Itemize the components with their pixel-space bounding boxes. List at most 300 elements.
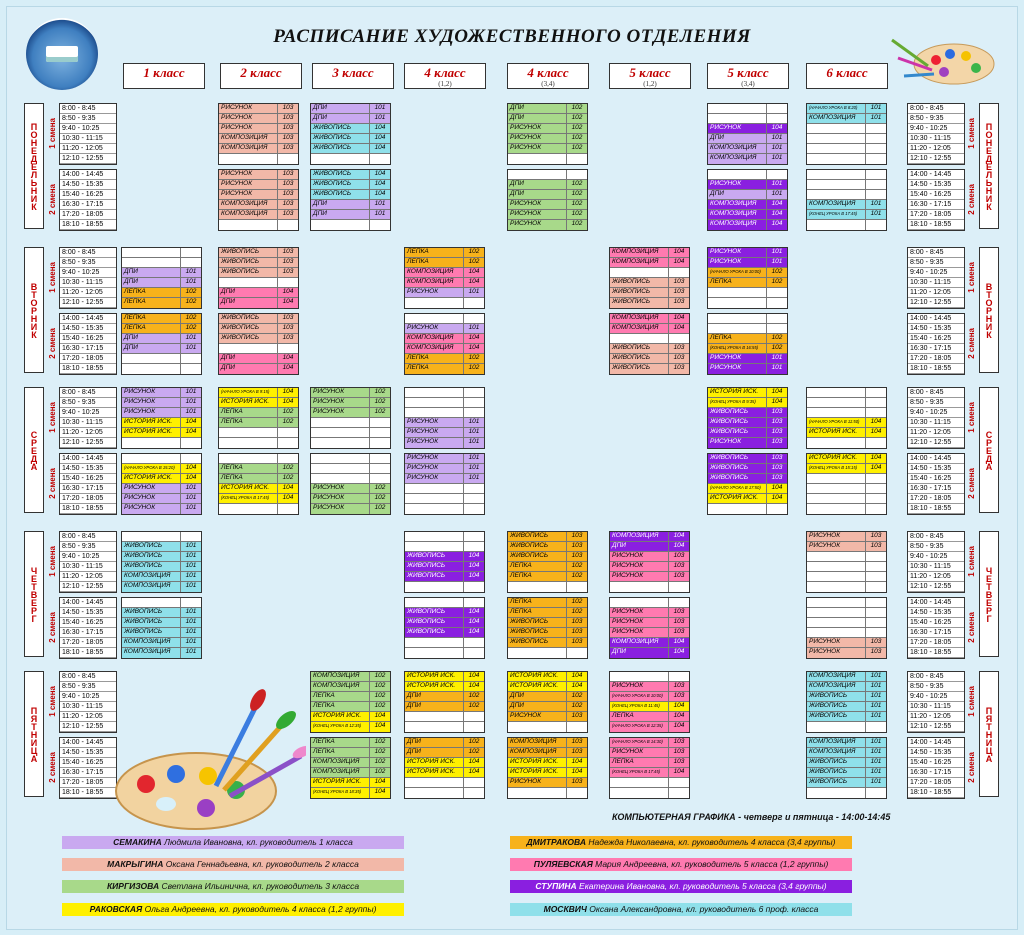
time-slot: 8:00 - 8:45 <box>60 672 116 682</box>
lesson-subject <box>807 144 866 153</box>
day-label: ЧЕТВЕРГ <box>979 531 999 657</box>
lesson-room: 103 <box>571 532 583 539</box>
teacher-legend-item: МОСКВИЧ Оксана Александровна, кл. руководитель 6 проф. класса <box>510 903 852 916</box>
lesson-room: 104 <box>185 464 197 471</box>
lesson-subject: ЛЕПКА <box>610 758 669 767</box>
lesson-row <box>708 220 787 230</box>
lesson-subject: РИСУНОК <box>708 124 767 133</box>
lesson-block <box>806 671 887 733</box>
lesson-subject: ДПИ <box>122 334 181 343</box>
lesson-room: 103 <box>771 464 783 471</box>
time-slot: 16:30 - 17:15 <box>908 768 964 778</box>
lesson-room: 104 <box>468 672 480 679</box>
lesson-subject <box>807 618 866 627</box>
lesson-room <box>669 778 689 787</box>
lesson-room <box>464 598 484 607</box>
lesson-subject: КОМПОЗИЦИЯ <box>807 114 866 123</box>
lesson-room <box>866 572 886 581</box>
lesson-row <box>405 532 484 542</box>
time-column <box>907 103 965 165</box>
lesson-row <box>610 598 689 608</box>
lesson-row <box>708 258 787 268</box>
teacher-legend-item: СЕМАКИНА Людмила Ивановна, кл. руководитель 1 класса <box>62 836 404 849</box>
lesson-room: 101 <box>771 144 783 151</box>
shift-label: 1 смена <box>47 545 57 577</box>
time-slot: 18:10 - 18:55 <box>60 648 116 658</box>
lesson-room: 101 <box>185 562 197 569</box>
lesson-room <box>278 438 298 448</box>
lesson-room: 104 <box>282 364 294 371</box>
lesson-subject: ДПИ <box>610 648 669 658</box>
lesson-row <box>311 778 390 788</box>
lesson-room <box>567 788 587 798</box>
lesson-room <box>464 408 484 417</box>
lesson-subject <box>405 398 464 407</box>
time-slot: 14:50 - 15:35 <box>60 180 116 190</box>
lesson-subject: ЖИВОПИСЬ <box>122 562 181 571</box>
time-slot: 17:20 - 18:05 <box>60 210 116 220</box>
lesson-block <box>507 597 588 659</box>
shift-label: 1 смена <box>966 261 976 293</box>
lesson-subject: РИСУНОК <box>807 542 866 551</box>
lesson-subject: (НАЧАЛО УРОКА В 10:00) <box>708 268 767 277</box>
lesson-subject: КОМПОЗИЦИЯ <box>405 268 464 277</box>
lesson-row <box>610 298 689 308</box>
lesson-subject: ЖИВОПИСЬ <box>708 474 767 483</box>
lesson-subject: ЖИВОПИСЬ <box>122 608 181 617</box>
time-slot: 12:10 - 12:55 <box>60 298 116 308</box>
lesson-room: 102 <box>468 354 480 361</box>
time-slot: 17:20 - 18:05 <box>60 638 116 648</box>
lesson-row <box>508 618 587 628</box>
time-slot: 12:10 - 12:55 <box>908 154 964 164</box>
lesson-block <box>218 169 299 231</box>
lesson-row <box>311 464 390 474</box>
lesson-block <box>310 737 391 799</box>
lesson-row <box>405 268 484 278</box>
lesson-row <box>508 542 587 552</box>
class-header: 4 класс (3,4) <box>507 63 589 89</box>
lesson-room: 104 <box>282 298 294 305</box>
lesson-room: 101 <box>870 778 882 785</box>
lesson-subject: ЛЕПКА <box>610 712 669 721</box>
lesson-subject: КОМПОЗИЦИЯ <box>708 210 767 219</box>
lesson-room <box>866 474 886 483</box>
day-label: ВТОРНИК <box>24 247 44 373</box>
time-slot: 14:50 - 15:35 <box>60 324 116 334</box>
lesson-room: 103 <box>282 114 294 121</box>
lesson-block <box>121 247 202 309</box>
lesson-row <box>807 682 886 692</box>
lesson-subject: (НАЧАЛО УРОКА В 15:20) <box>122 464 181 473</box>
shift-label: 1 смена <box>47 117 57 149</box>
lesson-room: 101 <box>185 628 197 635</box>
lesson-room <box>278 504 298 514</box>
shift-label: 1 смена <box>966 545 976 577</box>
lesson-row <box>405 638 484 648</box>
shift-label: 2 смена <box>966 467 976 499</box>
lesson-row <box>122 314 201 324</box>
lesson-room: 102 <box>571 210 583 217</box>
lesson-row <box>219 220 298 230</box>
lesson-subject <box>405 388 464 397</box>
lesson-room: 104 <box>468 278 480 285</box>
time-slot: 15:40 - 16:25 <box>60 334 116 344</box>
lesson-row <box>508 768 587 778</box>
lesson-row <box>122 474 201 484</box>
lesson-room <box>181 354 201 363</box>
time-slot: 11:20 - 12:05 <box>908 712 964 722</box>
lesson-subject: РИСУНОК <box>508 144 567 153</box>
lesson-row <box>219 454 298 464</box>
time-slot: 9:40 - 10:25 <box>60 692 116 702</box>
lesson-row <box>122 334 201 344</box>
lesson-subject: РИСУНОК <box>311 398 370 407</box>
lesson-subject: ЖИВОПИСЬ <box>807 768 866 777</box>
lesson-subject: (КОНЕЦ УРОКА В 15:15) <box>807 464 866 473</box>
lesson-subject: РИСУНОК <box>219 170 278 179</box>
time-slot: 10:30 - 11:15 <box>908 278 964 288</box>
lesson-row <box>708 298 787 308</box>
time-slot: 18:10 - 18:55 <box>60 364 116 374</box>
lesson-subject: РИСУНОК <box>610 748 669 757</box>
lesson-subject <box>807 220 866 230</box>
lesson-subject <box>122 532 181 541</box>
lesson-subject <box>807 562 866 571</box>
lesson-row <box>405 454 484 464</box>
lesson-block <box>609 247 690 309</box>
lesson-room: 102 <box>374 484 386 491</box>
lesson-room: 101 <box>374 104 386 111</box>
lesson-row <box>122 542 201 552</box>
lesson-room: 104 <box>571 758 583 765</box>
lesson-row <box>508 572 587 582</box>
lesson-subject <box>807 484 866 493</box>
time-column <box>59 103 117 165</box>
lesson-room: 103 <box>282 144 294 151</box>
lesson-row <box>219 154 298 164</box>
time-slot: 8:50 - 9:35 <box>60 114 116 124</box>
time-column <box>59 313 117 375</box>
time-slot: 16:30 - 17:15 <box>60 200 116 210</box>
lesson-subject: РИСУНОК <box>219 124 278 133</box>
lesson-subject <box>708 314 767 323</box>
lesson-room: 104 <box>185 418 197 425</box>
lesson-subject: ИСТОРИЯ ИСК. <box>405 682 464 691</box>
lesson-row <box>807 104 886 114</box>
lesson-room: 104 <box>374 170 386 177</box>
lesson-subject: РИСУНОК <box>122 484 181 493</box>
lesson-row <box>807 692 886 702</box>
lesson-row <box>508 672 587 682</box>
time-slot: 9:40 - 10:25 <box>908 552 964 562</box>
time-slot: 10:30 - 11:15 <box>60 702 116 712</box>
lesson-row <box>122 628 201 638</box>
lesson-room: 104 <box>282 398 294 405</box>
lesson-subject: КОМПОЗИЦИЯ <box>708 144 767 153</box>
lesson-subject <box>610 672 669 681</box>
lesson-row <box>708 154 787 164</box>
lesson-room: 101 <box>870 738 882 745</box>
time-column <box>59 453 117 515</box>
shift-label: 1 смена <box>966 685 976 717</box>
lesson-row <box>219 124 298 134</box>
lesson-subject <box>219 438 278 448</box>
lesson-room: 102 <box>571 104 583 111</box>
lesson-room: 102 <box>571 608 583 615</box>
lesson-row <box>122 504 201 514</box>
lesson-block <box>121 531 202 593</box>
lesson-block <box>218 313 299 375</box>
time-slot: 11:20 - 12:05 <box>908 144 964 154</box>
lesson-row <box>122 258 201 268</box>
lesson-room: 104 <box>571 672 583 679</box>
lesson-subject: (НАЧАЛО УРОКА В 8:20) <box>807 104 866 113</box>
lesson-room <box>464 398 484 407</box>
lesson-room: 103 <box>571 738 583 745</box>
time-slot: 12:10 - 12:55 <box>60 438 116 448</box>
lesson-subject: ЖИВОПИСЬ <box>807 702 866 711</box>
lesson-subject: ЛЕПКА <box>311 692 370 701</box>
lesson-subject <box>708 104 767 113</box>
time-slot: 14:00 - 14:45 <box>60 598 116 608</box>
lesson-row <box>708 268 787 278</box>
lesson-row <box>311 144 390 154</box>
lesson-row <box>807 748 886 758</box>
lesson-block <box>806 169 887 231</box>
lesson-room: 101 <box>185 542 197 549</box>
lesson-room: 101 <box>185 608 197 615</box>
lesson-row <box>405 474 484 484</box>
lesson-subject: ЛЕПКА <box>219 474 278 483</box>
lesson-room: 102 <box>771 268 783 275</box>
class-header: 5 класс (3,4) <box>707 63 789 89</box>
lesson-row <box>405 702 484 712</box>
lesson-subject <box>807 474 866 483</box>
lesson-row <box>610 344 689 354</box>
lesson-subject <box>311 428 370 437</box>
lesson-room: 101 <box>468 288 480 295</box>
lesson-room: 104 <box>673 638 685 645</box>
lesson-room: 101 <box>185 334 197 341</box>
lesson-row <box>405 334 484 344</box>
lesson-row <box>708 134 787 144</box>
lesson-room <box>181 598 201 607</box>
lesson-row <box>311 190 390 200</box>
lesson-room: 104 <box>673 712 685 719</box>
lesson-room <box>767 170 787 179</box>
lesson-room: 103 <box>870 542 882 549</box>
lesson-row <box>708 104 787 114</box>
lesson-subject <box>610 778 669 787</box>
lesson-room <box>866 494 886 503</box>
lesson-subject: ИСТОРИЯ ИСК. <box>311 712 370 721</box>
lesson-row <box>122 532 201 542</box>
lesson-row <box>122 398 201 408</box>
time-slot: 15:40 - 16:25 <box>908 474 964 484</box>
lesson-room: 102 <box>282 464 294 471</box>
lesson-subject: КОМПОЗИЦИЯ <box>708 154 767 164</box>
lesson-row <box>405 428 484 438</box>
lesson-row <box>807 672 886 682</box>
lesson-subject: КОМПОЗИЦИЯ <box>610 258 669 267</box>
lesson-subject: ЖИВОПИСЬ <box>405 552 464 561</box>
lesson-room: 104 <box>870 418 882 425</box>
lesson-room: 103 <box>673 692 685 699</box>
lesson-row <box>311 418 390 428</box>
lesson-room: 104 <box>771 124 783 131</box>
lesson-subject: КОМПОЗИЦИЯ <box>508 748 567 757</box>
lesson-room: 103 <box>673 758 685 765</box>
lesson-room: 104 <box>185 474 197 481</box>
lesson-row <box>508 144 587 154</box>
lesson-row <box>311 200 390 210</box>
lesson-row <box>610 758 689 768</box>
lesson-row <box>508 712 587 722</box>
lesson-room: 102 <box>571 572 583 579</box>
lesson-row <box>122 648 201 658</box>
lesson-block <box>507 737 588 799</box>
lesson-row <box>122 298 201 308</box>
lesson-subject <box>807 154 866 164</box>
lesson-subject: РИСУНОК <box>708 180 767 189</box>
lesson-subject: ЛЕПКА <box>405 248 464 257</box>
lesson-row <box>610 748 689 758</box>
lesson-room <box>464 504 484 514</box>
lesson-row <box>311 672 390 682</box>
lesson-subject: ИСТОРИЯ ИСК. <box>508 768 567 777</box>
lesson-room: 104 <box>468 682 480 689</box>
lesson-room <box>567 648 587 658</box>
lesson-subject: РИСУНОК <box>508 210 567 219</box>
lesson-room: 102 <box>571 692 583 699</box>
lesson-row <box>508 220 587 230</box>
lesson-room <box>370 438 390 448</box>
lesson-room: 104 <box>374 722 386 729</box>
lesson-row <box>807 454 886 464</box>
lesson-subject: ЖИВОПИСЬ <box>708 418 767 427</box>
lesson-row <box>807 768 886 778</box>
lesson-room <box>464 788 484 798</box>
lesson-row <box>219 494 298 504</box>
lesson-row <box>405 298 484 308</box>
lesson-room: 102 <box>571 200 583 207</box>
lesson-block <box>806 453 887 515</box>
time-slot: 8:00 - 8:45 <box>908 248 964 258</box>
lesson-subject: ЖИВОПИСЬ <box>219 324 278 333</box>
lesson-subject <box>807 408 866 417</box>
lesson-room: 101 <box>185 344 197 351</box>
lesson-subject: РИСУНОК <box>219 114 278 123</box>
lesson-room: 104 <box>673 532 685 539</box>
lesson-subject: РИСУНОК <box>508 712 567 721</box>
lesson-room: 103 <box>673 738 685 745</box>
lesson-row <box>610 672 689 682</box>
lesson-subject <box>405 778 464 787</box>
lesson-room <box>278 344 298 353</box>
lesson-row <box>405 608 484 618</box>
lesson-subject: РИСУНОК <box>708 364 767 374</box>
lesson-row <box>405 464 484 474</box>
lesson-room <box>866 124 886 133</box>
lesson-row <box>708 418 787 428</box>
lesson-room: 104 <box>374 788 386 795</box>
lesson-room <box>669 788 689 798</box>
lesson-subject: КОМПОЗИЦИЯ <box>807 748 866 757</box>
lesson-row <box>219 268 298 278</box>
lesson-room: 101 <box>185 618 197 625</box>
lesson-room <box>866 388 886 397</box>
lesson-subject: ЖИВОПИСЬ <box>708 464 767 473</box>
lesson-subject <box>807 598 866 607</box>
time-slot: 8:50 - 9:35 <box>60 682 116 692</box>
lesson-room: 104 <box>374 712 386 719</box>
lesson-subject: ЖИВОПИСЬ <box>219 334 278 343</box>
lesson-subject: КОМПОЗИЦИЯ <box>610 532 669 541</box>
lesson-room: 102 <box>468 364 480 371</box>
lesson-row <box>122 562 201 572</box>
lesson-subject: РИСУНОК <box>405 324 464 333</box>
lesson-row <box>405 314 484 324</box>
time-slot: 17:20 - 18:05 <box>60 778 116 788</box>
lesson-row <box>122 288 201 298</box>
lesson-row <box>708 170 787 180</box>
lesson-block <box>404 737 485 799</box>
time-slot: 10:30 - 11:15 <box>60 418 116 428</box>
time-slot: 11:20 - 12:05 <box>60 144 116 154</box>
lesson-row <box>508 628 587 638</box>
time-slot: 14:50 - 15:35 <box>908 748 964 758</box>
lesson-subject: ЖИВОПИСЬ <box>311 190 370 199</box>
teacher-legend-item: МАКРЫГИНА Оксана Геннадьевна, кл. руководитель 2 класса <box>62 858 404 871</box>
lesson-row <box>610 778 689 788</box>
lesson-row <box>610 278 689 288</box>
lesson-row <box>807 180 886 190</box>
lesson-room: 102 <box>571 114 583 121</box>
lesson-row <box>807 144 886 154</box>
time-slot: 16:30 - 17:15 <box>60 484 116 494</box>
time-slot: 18:10 - 18:55 <box>60 504 116 514</box>
lesson-room: 101 <box>771 134 783 141</box>
lesson-row <box>610 268 689 278</box>
lesson-subject: (НАЧАЛО УРОКА В 11:50) <box>807 418 866 427</box>
lesson-room: 103 <box>571 748 583 755</box>
lesson-row <box>508 552 587 562</box>
lesson-room: 101 <box>870 768 882 775</box>
lesson-row <box>508 180 587 190</box>
lesson-subject: РИСУНОК <box>708 438 767 448</box>
lesson-subject <box>807 788 866 798</box>
lesson-row <box>807 464 886 474</box>
lesson-row <box>219 190 298 200</box>
lesson-room: 103 <box>771 418 783 425</box>
lesson-room: 104 <box>282 288 294 295</box>
lesson-block <box>806 737 887 799</box>
lesson-row <box>122 324 201 334</box>
time-slot: 14:50 - 15:35 <box>908 464 964 474</box>
lesson-row <box>405 324 484 334</box>
lesson-room: 102 <box>571 598 583 605</box>
lesson-room: 104 <box>673 768 685 775</box>
lesson-subject: РИСУНОК <box>708 258 767 267</box>
lesson-room: 102 <box>374 672 386 679</box>
lesson-row <box>610 692 689 702</box>
lesson-block <box>609 313 690 375</box>
lesson-room <box>464 712 484 721</box>
lesson-room: 101 <box>870 114 882 121</box>
lesson-room: 104 <box>282 484 294 491</box>
lesson-subject: ЖИВОПИСЬ <box>405 628 464 637</box>
